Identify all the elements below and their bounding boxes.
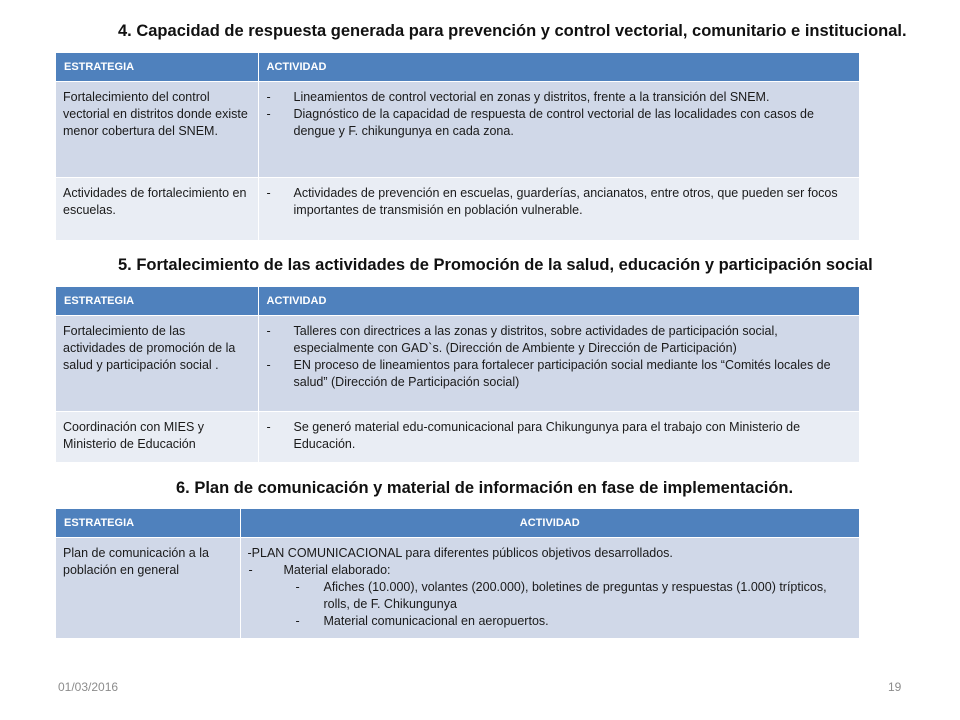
section-5-title: 5. Fortalecimiento de las actividades de Promoción de la salud, educación y participación social [118, 256, 873, 274]
actividad-cell [258, 82, 859, 178]
list-item: - Afiches (10.000), volantes (200.000), boletines de preguntas y respuestas (1.000) trípticos, rolls, de F. Chikungunya [248, 579, 853, 613]
table-section-5 [56, 287, 859, 462]
column-header-actividad: ACTIVIDAD [258, 287, 859, 316]
table-row [56, 82, 859, 178]
column-header-estrategia: ESTRATEGIA [56, 53, 258, 82]
table-row [56, 412, 859, 462]
section-6-title: 6. Plan de comunicación y material de información en fase de implementación. [176, 479, 794, 497]
estrategia-cell: Fortalecimiento de las actividades de promoción de la salud y participación social . [56, 316, 258, 412]
material-label: - Material elaborado: [248, 562, 853, 579]
column-header-actividad: ACTIVIDAD [258, 53, 859, 82]
list-item: - Se generó material edu-comunicacional para Chikungunya para el trabajo con Ministerio de Educación. [266, 419, 853, 453]
estrategia-cell: Plan de comunicación a la población en general [56, 538, 240, 638]
table-section-6 [56, 509, 859, 638]
table-row [56, 538, 859, 638]
list-item: - Diagnóstico de la capacidad de respuesta de control vectorial de las localidades con casos de dengue y F. chikungunya en cada zona. [266, 106, 853, 140]
footer-date: 01/03/2016 [58, 680, 119, 694]
page-number: 19 [888, 680, 902, 694]
actividad-cell [258, 316, 859, 412]
estrategia-cell: Fortalecimiento del control vectorial en distritos donde existe menor cobertura del SNEM. [56, 82, 258, 178]
list-item: - Material comunicacional en aeropuertos. [248, 613, 853, 630]
column-header-estrategia: ESTRATEGIA [56, 287, 258, 316]
column-header-actividad: ACTIVIDAD [240, 509, 859, 538]
list-item: - Actividades de prevención en escuelas, guarderías, ancianatos, entre otros, que pueden ser focos importantes de transmisión en población vulnerable. [266, 185, 853, 219]
estrategia-cell: Coordinación con MIES y Ministerio de Educación [56, 412, 258, 462]
table-row [56, 178, 859, 240]
list-item: - EN proceso de lineamientos para fortalecer participación social mediante los “Comités locales de salud” (Dirección de Participación social) [266, 357, 853, 391]
actividad-cell [258, 412, 859, 462]
table-section-4 [56, 53, 859, 240]
list-item: - Lineamientos de control vectorial en zonas y distritos, frente a la transición del SNEM. [266, 89, 853, 106]
column-header-estrategia: ESTRATEGIA [56, 509, 240, 538]
actividad-cell [240, 538, 859, 638]
estrategia-cell: Actividades de fortalecimiento en escuelas. [56, 178, 258, 240]
table-row [56, 316, 859, 412]
plan-intro-text: -PLAN COMUNICACIONAL para diferentes públicos objetivos desarrollados. [247, 546, 673, 560]
actividad-cell [258, 178, 859, 240]
list-item: - Talleres con directrices a las zonas y distritos, sobre actividades de participación social, especialmente con GAD`s. (Dirección de Ambiente y Dirección de Participación) [266, 323, 853, 357]
section-4-title: 4. Capacidad de respuesta generada para prevención y control vectorial, comunitario e institucional. [118, 22, 907, 40]
